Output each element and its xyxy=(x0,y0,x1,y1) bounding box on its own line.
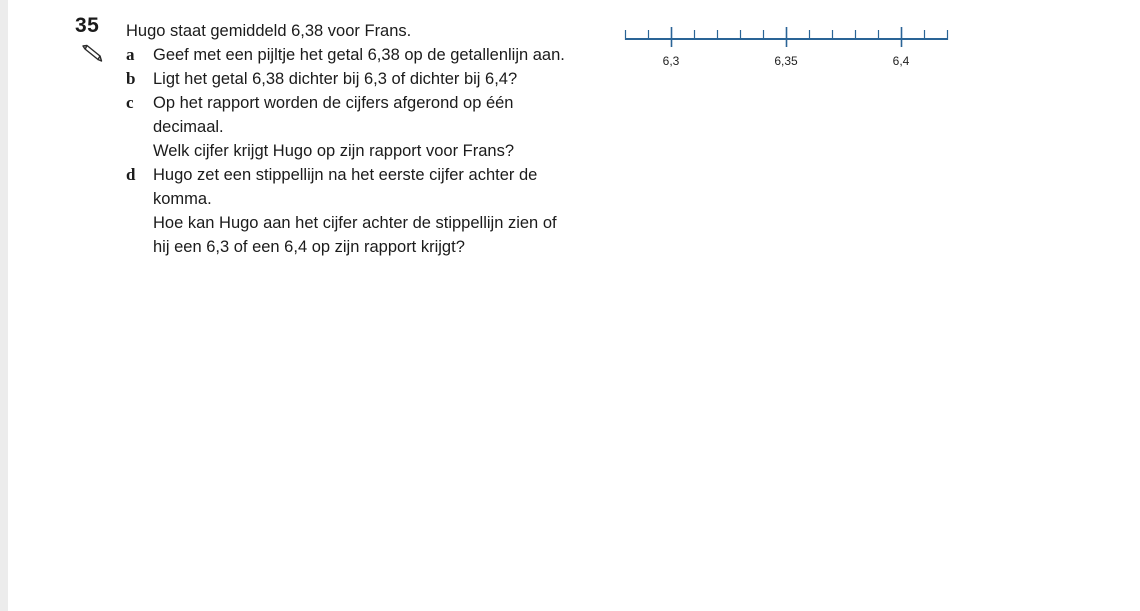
question-letter: c xyxy=(126,93,134,112)
number-line-label: 6,35 xyxy=(774,54,798,68)
question-letter: a xyxy=(126,45,135,64)
number-line-label: 6,4 xyxy=(892,54,910,68)
question-text-line: Hoe kan Hugo aan het cijfer achter de stippellijn zien of xyxy=(153,214,557,232)
question-text-line: Ligt het getal 6,38 dichter bij 6,3 of dichter bij 6,4? xyxy=(153,70,518,88)
number-line-label: 6,3 xyxy=(662,54,680,68)
question-letter: b xyxy=(126,69,136,88)
question-text-line: Geef met een pijltje het getal 6,38 op de getallenlijn aan. xyxy=(153,46,565,64)
question-d xyxy=(126,163,616,259)
worksheet-page xyxy=(8,0,1140,611)
question-text-line: decimaal. xyxy=(153,118,224,136)
pencil-icon xyxy=(81,44,103,62)
question-text-line: hij een 6,3 of een 6,4 op zijn rapport krijgt? xyxy=(153,238,465,256)
question-c xyxy=(126,91,616,163)
exercise-text xyxy=(126,19,616,259)
number-line xyxy=(621,18,951,78)
question-letter: d xyxy=(126,165,136,184)
exercise-intro: Hugo staat gemiddeld 6,38 voor Frans. xyxy=(126,22,412,40)
question-text-line: Op het rapport worden de cijfers afgerond op één xyxy=(153,94,514,112)
question-text-line: Welk cijfer krijgt Hugo op zijn rapport voor Frans? xyxy=(153,142,515,160)
exercise-number: 35 xyxy=(75,14,100,37)
question-text-line: komma. xyxy=(153,190,212,208)
question-b xyxy=(126,67,616,91)
question-a xyxy=(126,43,616,67)
question-text-line: Hugo zet een stippellijn na het eerste cijfer achter de xyxy=(153,166,538,184)
